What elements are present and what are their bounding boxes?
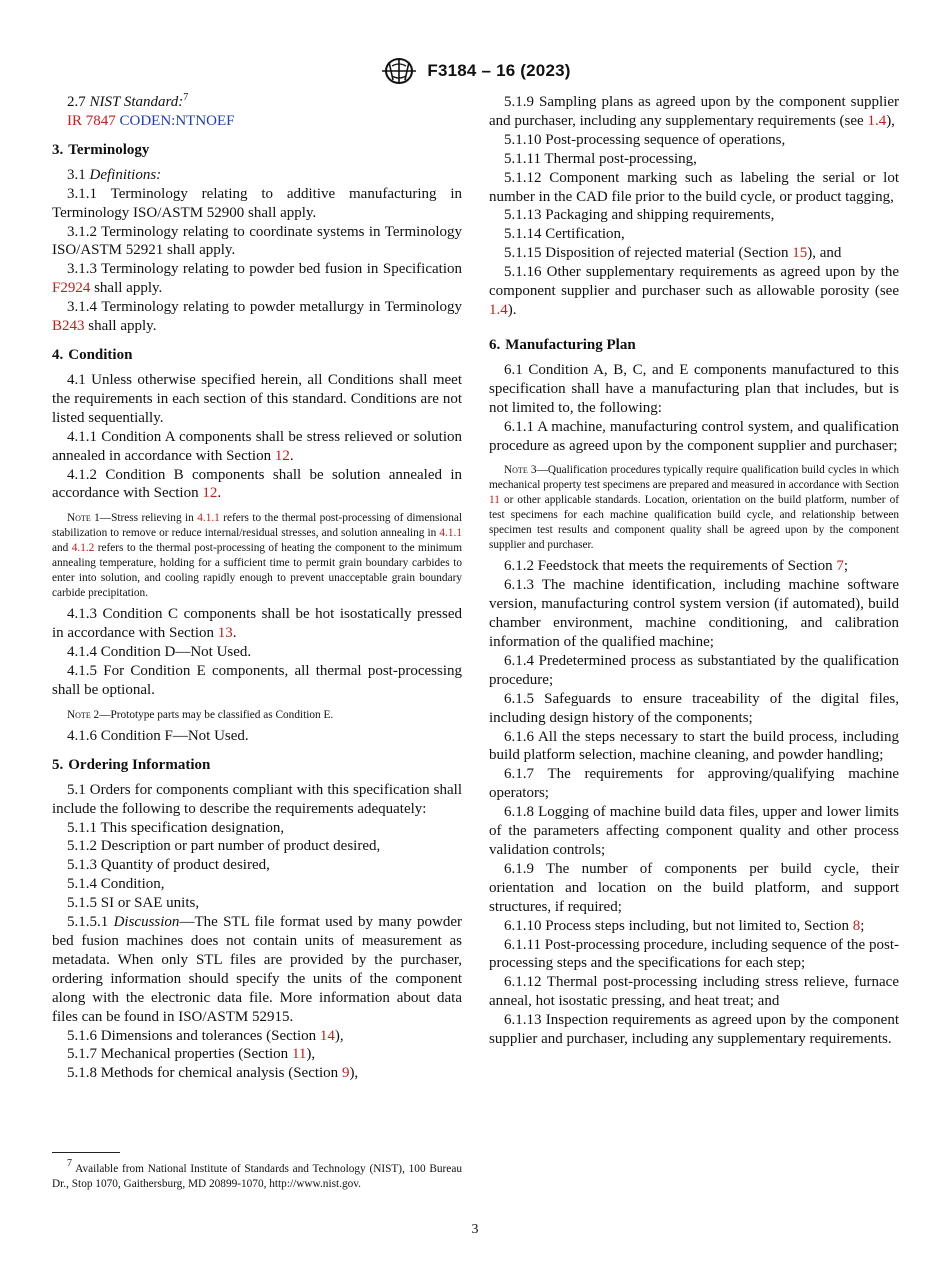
astm-logo-icon xyxy=(379,57,419,85)
section-6-1-9: 6.1.9 The number of components per build cycle, their orientation and location on the build platform, and support structures, if required; xyxy=(489,860,899,915)
section-3-1: 3.1 Definitions: xyxy=(67,166,162,183)
section-6-1-6: 6.1.6 All the steps necessary to start the build process, including build platform selection, machine cleaning, and powder handling; xyxy=(489,728,899,764)
standard-designation: F3184 – 16 (2023) xyxy=(427,61,571,80)
section-6-1-13: 6.1.13 Inspection requirements as agreed upon by the component supplier and purchaser, including any supplementary requirements. xyxy=(489,1012,899,1048)
section-5-1-10: 5.1.10 Post-processing sequence of operations, xyxy=(504,131,786,148)
section-4-1-4: 4.1.4 Condition D—Not Used. xyxy=(67,644,252,661)
section-5-1-8: 5.1.8 Methods for chemical analysis (Section 9), xyxy=(67,1065,359,1082)
ref-link[interactable]: 12 xyxy=(202,485,218,502)
section-6-1-1: 6.1.1 A machine, manufacturing control system, and qualification procedure as agreed upon by the component supplier and purchaser; xyxy=(489,418,899,454)
section-5-1-3: 5.1.3 Quantity of product desired, xyxy=(67,857,270,874)
section-6-1-10: 6.1.10 Process steps including, but not limited to, Section 8; xyxy=(504,917,865,934)
left-column xyxy=(52,93,462,1083)
note-3: Note 3—Qualification procedures typically require qualification build cycles in which mechanical property test specimens are prepared and measured in accordance with Section 11 or other applicable standards. Location, orientation on the build platform, number of test specimens for each machine qualification build cycle, and relationship between specimen test results and component quality shall be agreed upon by the component supplier and purchaser. xyxy=(489,464,900,552)
ref-link[interactable]: 4.1.2 xyxy=(71,542,95,555)
ref-link[interactable]: 1.4 xyxy=(489,301,508,318)
section-5-1-2: 5.1.2 Description or part number of product desired, xyxy=(67,838,381,855)
ref-link[interactable]: 4.1.1 xyxy=(439,527,462,540)
section-3-1-1: 3.1.1 Terminology relating to additive manufacturing in Terminology ISO/ASTM 52900 shall apply. xyxy=(52,185,462,221)
section-5-1-4: 5.1.4 Condition, xyxy=(67,876,165,893)
section-3-1-4: 3.1.4 Terminology relating to powder metallurgy in Terminology B243 shall apply. xyxy=(52,299,462,335)
ref-link[interactable]: 7 xyxy=(836,558,844,575)
section-4-1-5: 4.1.5 For Condition E components, all thermal post-processing shall be optional. xyxy=(52,663,462,698)
section-4-1-2: 4.1.2 Condition B components shall be solution annealed in accordance with Section 12. xyxy=(52,466,462,502)
page-header xyxy=(0,56,950,86)
ref-link[interactable]: 1.4 xyxy=(867,112,887,129)
section-5-1-13: 5.1.13 Packaging and shipping requirements, xyxy=(504,207,775,224)
section-5-1-12: 5.1.12 Component marking such as labeling the serial or lot number in the CAD file prior to the build cycle, or product tagging, xyxy=(489,169,899,205)
right-column xyxy=(489,93,899,1049)
section-6-1: 6.1 Condition A, B, C, and E components manufactured to this specification shall have a manufacturing plan that includes, but is not limited to, the following: xyxy=(489,361,899,416)
section-5-1-5-1: 5.1.5.1 Discussion—The STL file format used by many powder bed fusion machines does not contain units of measurement as metadata. When only STL files are provided by the purchaser, ordering information should specify the units of the component along with the electronic data file. More information about data files can be found in ISO/ASTM 52915. xyxy=(52,914,462,1025)
section-5-1-14: 5.1.14 Certification, xyxy=(504,226,625,243)
section-6-1-3: 6.1.3 The machine identification, including machine software version, manufacturing control system version (if automated), build chamber environment, machine conditioning, and calibration information of the qualified machine; xyxy=(489,577,899,651)
section-3-1-3: 3.1.3 Terminology relating to powder bed fusion in Specification F2924 shall apply. xyxy=(52,261,462,297)
section-5-1-7: 5.1.7 Mechanical properties (Section 11), xyxy=(67,1046,316,1063)
ref-link[interactable]: 4.1.1 xyxy=(197,512,220,525)
heading-ordering-information: 5. Ordering Information xyxy=(52,756,211,773)
section-6-1-4: 6.1.4 Predetermined process as substantiated by the qualification procedure; xyxy=(489,652,899,688)
note-2: Note 2—Prototype parts may be classified as Condition E. xyxy=(67,708,334,721)
section-5-1-11: 5.1.11 Thermal post-processing, xyxy=(504,150,697,167)
heading-terminology: 3. Terminology xyxy=(52,141,150,158)
section-6-1-2: 6.1.2 Feedstock that meets the requirements of Section 7; xyxy=(504,558,849,575)
section-6-1-7: 6.1.7 The requirements for approving/qualifying machine operators; xyxy=(489,766,899,802)
section-3-1-2: 3.1.2 Terminology relating to coordinate systems in Terminology ISO/ASTM 52921 shall apply. xyxy=(52,223,462,259)
section-5-1-6: 5.1.6 Dimensions and tolerances (Section 14), xyxy=(67,1027,344,1044)
ref-link[interactable]: 12 xyxy=(274,447,290,464)
ref-link[interactable]: 8 xyxy=(852,917,861,934)
section-2-7: 2.7 NIST Standard:$^7$ xyxy=(67,92,189,110)
footnote-marker: 7 xyxy=(183,92,189,103)
note-1: Note 1—Stress relieving in 4.1.1 refers to the thermal post-processing of dimensional stabilization to remove or reduce internal/residual stresses, and solution annealing in 4.1.1 and 4.1.2 refers to the thermal post-processing of heating the component to the minimum annealing temperature, holding for a sufficient time to permit grain boundary carbides to enter into solution, and cooling rapidly enough to prevent unacceptable grain boundary carbide precipitation. xyxy=(52,512,462,600)
heading-condition: 4. Condition xyxy=(52,346,133,363)
heading-manufacturing-plan: 6. Manufacturing Plan xyxy=(489,336,636,353)
ref-link[interactable]: 15 xyxy=(792,245,808,262)
page-number: 3 xyxy=(471,1222,479,1237)
section-6-1-11: 6.1.11 Post-processing procedure, including sequence of the post-processing steps and the specifications for each step; xyxy=(489,936,899,972)
ref-link[interactable]: F2924 xyxy=(52,280,91,297)
ref-link[interactable]: 11 xyxy=(291,1046,307,1063)
footnote-divider xyxy=(52,1152,120,1153)
section-6-1-8: 6.1.8 Logging of machine build data files, upper and lower limits of the parameters affecting component quality and other process validation controls; xyxy=(489,804,899,858)
ref-link[interactable]: 14 xyxy=(319,1027,335,1044)
ref-link[interactable]: 13 xyxy=(217,625,233,642)
section-5-1: 5.1 Orders for components compliant with this specification shall include the following to describe the requirements adequately: xyxy=(52,781,462,817)
ref-link[interactable]: 9 xyxy=(341,1065,350,1082)
section-4-1: 4.1 Unless otherwise specified herein, all Conditions shall meet the requirements in each section of this standard. Conditions are not listed sequentially. xyxy=(52,371,462,426)
section-5-1-5: 5.1.5 SI or SAE units, xyxy=(67,895,200,912)
section-4-1-6: 4.1.6 Condition F—Not Used. xyxy=(67,727,249,744)
section-5-1-1: 5.1.1 This specification designation, xyxy=(67,819,285,836)
section-4-1-3: 4.1.3 Condition C components shall be hot isostatically pressed in accordance with Section 13. xyxy=(52,606,462,642)
section-6-1-5: 6.1.5 Safeguards to ensure traceability of the digital files, including design history of the components; xyxy=(489,690,899,726)
ref-link[interactable]: B243 xyxy=(52,318,85,335)
nist-reference xyxy=(52,112,462,131)
footnote-7: $^7$ Available from National Institute of Standards and Technology (NIST), 100 Bureau Dr., Stop 1070, Gaithersburg, MD 20899-1070, http://www.nist.gov. xyxy=(52,1158,462,1190)
section-6-1-12: 6.1.12 Thermal post-processing including stress relieve, furnace anneal, hot isostatic pressing, and heat treat; and xyxy=(489,974,899,1010)
coden-link[interactable]: CODEN:NTNOEF xyxy=(119,112,235,129)
ref-link[interactable]: 11 xyxy=(489,494,500,507)
section-5-1-9: 5.1.9 Sampling plans as agreed upon by the component supplier and purchaser, including any supplementary requirements (see 1.4), xyxy=(489,94,899,129)
ir-link[interactable]: IR 7847 xyxy=(67,112,116,129)
section-5-1-16: 5.1.16 Other supplementary requirements as agreed upon by the component supplier and purchaser such as allowable porosity (see 1.4). xyxy=(489,264,899,318)
section-4-1-1: 4.1.1 Condition A components shall be stress relieved or solution annealed in accordance with Section 12. xyxy=(52,428,462,464)
section-5-1-15: 5.1.15 Disposition of rejected material (Section 15), and xyxy=(504,245,842,262)
